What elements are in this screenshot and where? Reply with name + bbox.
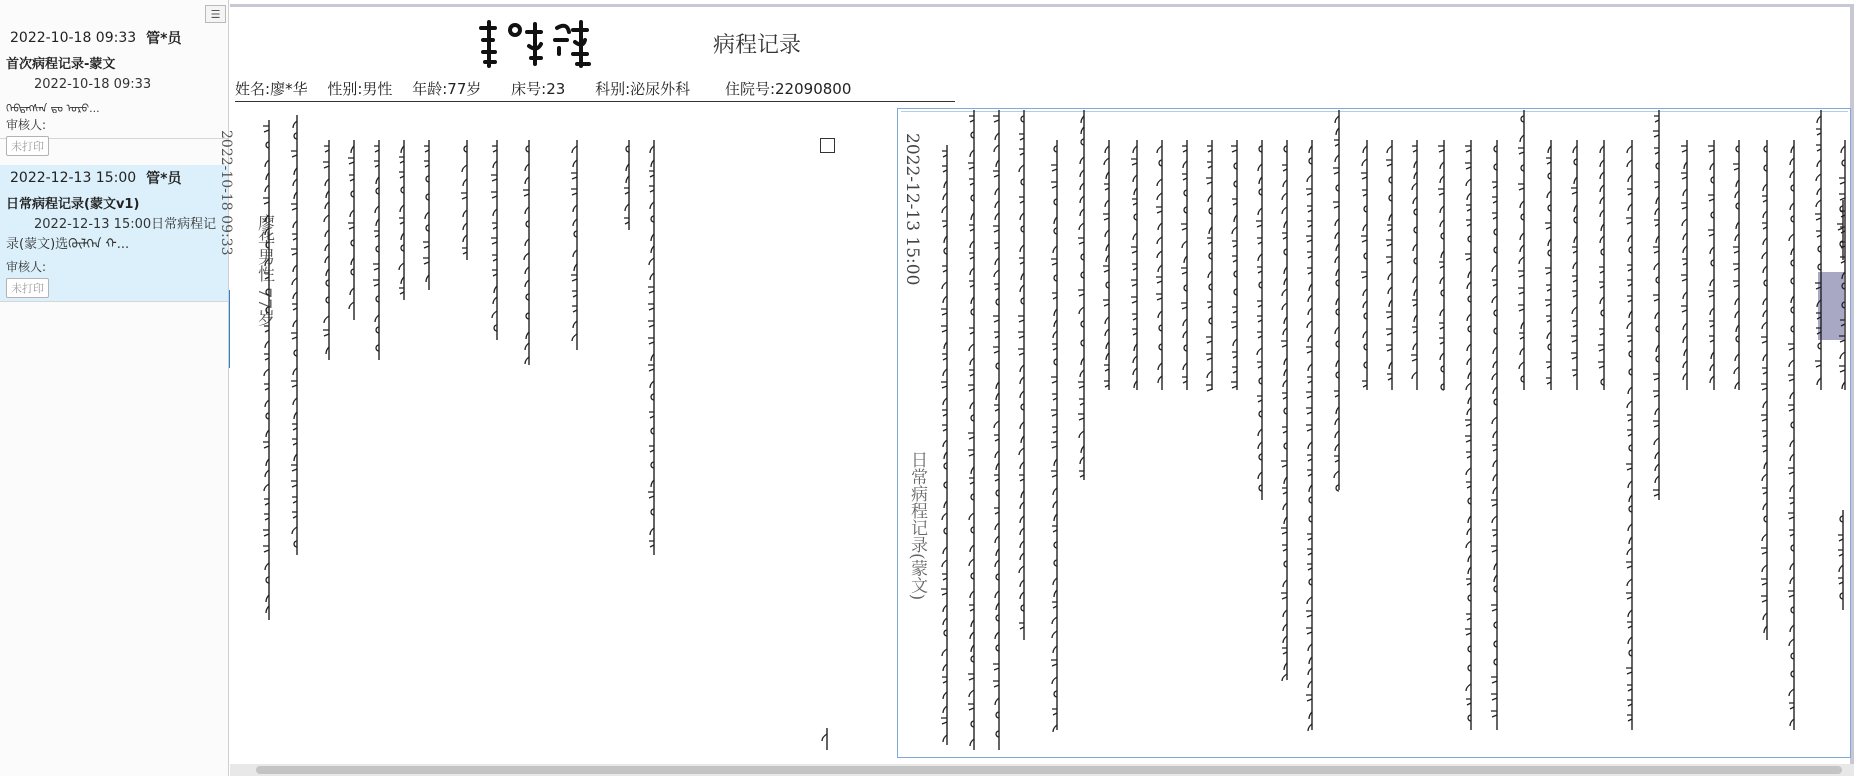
list-icon[interactable]: ☰ (205, 5, 226, 23)
patient-gender: 男性 (362, 80, 393, 98)
print-status-badge: 未打印 (6, 278, 49, 298)
script-column (1705, 140, 1721, 396)
script-column (345, 140, 361, 326)
script-column (938, 145, 954, 751)
script-column (1435, 140, 1451, 396)
script-column (818, 728, 834, 756)
script-column (568, 140, 584, 356)
script-column (1228, 140, 1244, 396)
document-viewer (218, 0, 1854, 776)
record-datetime-vertical: 2022-12-13 15:00 (902, 133, 922, 286)
script-column (320, 140, 336, 366)
script-column (520, 140, 536, 371)
patient-dept: 泌尿外科 (630, 80, 691, 98)
header-divider (235, 101, 955, 102)
script-column (620, 140, 636, 236)
hospital-logo (477, 18, 597, 70)
script-column (458, 140, 474, 266)
script-column (1358, 140, 1374, 396)
script-column (1515, 110, 1531, 396)
record-subtitle: 2022-12-13 15:00日常病程记录(蒙文)选ᠭᠦᠯᠭᠡᠨ ᠬ... (6, 217, 217, 252)
record-checkbox[interactable] (820, 138, 835, 153)
script-column (1303, 140, 1319, 736)
record-user: 管*员 (146, 171, 182, 187)
name-label: 姓名: (235, 80, 271, 98)
script-column (370, 140, 386, 366)
script-column (1730, 140, 1746, 396)
script-column (1834, 510, 1850, 616)
record-snippet: ᠬᠡᠪᠲᠡᠭᠰᠡᠨ ᠳᠤ ᠤᠷᠤ... (6, 102, 100, 113)
record-reviewer-label: 审核人: (6, 260, 47, 274)
dept-label: 科别: (595, 80, 631, 98)
scrollbar-thumb[interactable] (256, 766, 1842, 774)
script-column (1542, 140, 1558, 396)
script-column (1128, 140, 1144, 396)
script-column (1203, 140, 1219, 396)
script-column (1330, 110, 1346, 496)
age-label: 年龄: (412, 80, 448, 98)
admission-number: 22090800 (775, 80, 852, 98)
record-datetime: 2022-12-13 15:00 (10, 170, 137, 186)
script-column (1785, 140, 1801, 736)
record-title: 日常病程记录(蒙文v1) (6, 197, 140, 212)
admission-label: 住院号: (724, 80, 776, 98)
script-column (1568, 140, 1584, 396)
script-column (420, 140, 436, 296)
script-column (1383, 140, 1399, 396)
script-column (1462, 140, 1478, 736)
left-record-patient-line: 廖华男性 77岁 (254, 214, 274, 327)
record-title-vertical: 日常病程记录(蒙文) (907, 451, 927, 601)
record-item-daily[interactable] (0, 165, 228, 302)
script-column (1836, 140, 1852, 396)
script-column (1758, 140, 1774, 646)
script-column (1650, 110, 1666, 506)
patient-info-bar (235, 78, 866, 99)
gender-label: 性别: (327, 80, 363, 98)
script-column (1278, 140, 1294, 686)
script-column (1812, 110, 1828, 396)
left-record-date: 2022-10-18 09:33 (218, 130, 234, 256)
record-list-sidebar (0, 0, 229, 776)
patient-bed: 23 (546, 80, 566, 98)
script-column (1834, 200, 1850, 266)
page-title: 病程记录 (713, 33, 802, 58)
script-column (1488, 140, 1504, 736)
patient-age: 77岁 (447, 80, 482, 98)
bed-label: 床号: (511, 80, 547, 98)
script-column (1595, 140, 1611, 396)
script-column (1623, 140, 1639, 736)
script-column (1153, 140, 1169, 396)
record-header (6, 165, 222, 191)
patient-name: 廖*华 (270, 80, 308, 98)
record-title: 首次病程记录-蒙文 (6, 57, 116, 72)
record-subtitle: 2022-10-18 09:33 (34, 77, 152, 92)
record-reviewer-label: 审核人: (6, 118, 47, 132)
script-column (965, 110, 981, 756)
print-status-badge: 未打印 (6, 136, 49, 156)
record-user: 管*员 (146, 31, 182, 47)
script-column (1100, 140, 1116, 396)
horizontal-scrollbar[interactable] (230, 764, 1854, 776)
script-column (990, 110, 1006, 756)
script-column (645, 140, 661, 561)
record-item-first[interactable] (0, 25, 228, 153)
record-header (6, 25, 222, 51)
record-datetime: 2022-10-18 09:33 (10, 30, 137, 46)
top-border (230, 4, 1854, 7)
script-column (1015, 110, 1031, 646)
script-column (1253, 140, 1269, 506)
script-column (395, 140, 411, 306)
script-column (488, 140, 504, 346)
script-column (1075, 110, 1091, 486)
script-column (288, 115, 304, 561)
script-column (1408, 140, 1424, 396)
script-column (1178, 140, 1194, 396)
script-column (1678, 140, 1694, 396)
script-column (1048, 140, 1064, 736)
script-column (260, 120, 276, 626)
